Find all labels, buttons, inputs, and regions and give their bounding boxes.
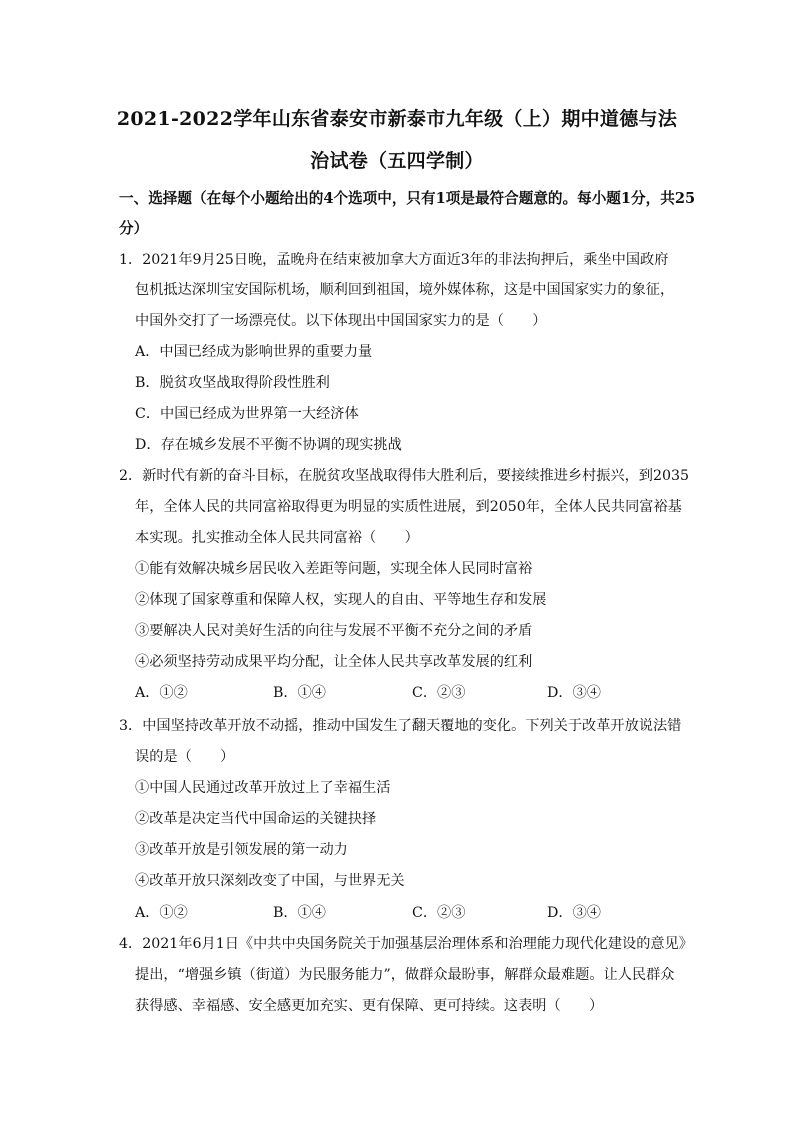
question-2-statement-2: ②体现了国家尊重和保障人权，实现人的自由、平等地生存和发展: [135, 592, 547, 608]
question-4-line: 提出，“增强乡镇（街道）为民服务能力”，做群众最盼事，解群众最难题。让人民群众: [135, 967, 675, 983]
question-2-statement-1: ①能有效解决城乡居民收入差距等问题，实现全体人民同时富裕: [135, 561, 533, 577]
question-1-line: 包机抵达深圳宝安国际机场，顺利回到祖国，境外媒体称，这是中国国家实力的象征，: [135, 282, 675, 298]
question-4-line: 4．2021年6月1日《中共中央国务院关于加强基层治理体系和治理能力现代化建设的意见》: [119, 936, 693, 952]
question-1-option-c: C．中国已经成为世界第一大经济体: [135, 406, 359, 422]
exam-title-line1: 2021-2022学年山东省泰安市新泰市九年级（上）期中道德与法: [116, 108, 678, 130]
question-2-choice-a: A．①②: [135, 685, 188, 701]
question-3-statement-1: ①中国人民通过改革开放过上了幸福生活: [135, 780, 391, 796]
question-3-line: 误的是（ ）: [135, 749, 235, 765]
question-3-choice-a: A．①②: [135, 905, 188, 921]
question-2-statement-3: ③要解决人民对美好生活的向往与发展不平衡不充分之间的矛盾: [135, 623, 533, 639]
question-4-line: 获得感、幸福感、安全感更加充实、更有保障、更可持续。这表明（ ）: [135, 998, 604, 1014]
question-2-choice-b: B．①④: [273, 685, 326, 701]
question-1-option-b: B．脱贫攻坚战取得阶段性胜利: [135, 375, 330, 391]
question-1-option-d: D．存在城乡发展不平衡不协调的现实挑战: [135, 437, 402, 453]
question-3-statement-2: ②改革是决定当代中国命运的关键抉择: [135, 811, 377, 827]
question-3-choice-b: B．①④: [273, 905, 326, 921]
question-3-statement-3: ③改革开放是引领发展的第一动力: [135, 842, 348, 858]
question-1-line: 中国外交打了一场漂亮仗。以下体现出中国国家实力的是（ ）: [135, 313, 547, 329]
question-3-statement-4: ④改革开放只深刻改变了中国，与世界无关: [135, 873, 405, 889]
question-3-choices: [0, 903, 794, 925]
question-1-option-a: A．中国已经成为影响世界的重要力量: [135, 344, 373, 360]
question-2-statement-4: ④必须坚持劳动成果平均分配，让全体人民共享改革发展的红利: [135, 654, 533, 670]
question-3-line: 3．中国坚持改革开放不动摇，推动中国发生了翻天覆地的变化。下列关于改革开放说法错: [119, 718, 682, 734]
question-1-line: 1．2021年9月25日晚，孟晚舟在结束被加拿大方面近3年的非法拘押后，乘坐中国政府: [119, 252, 669, 268]
question-3-choice-d: D．③④: [547, 905, 601, 921]
section-heading-line1: 一、选择题（在每个小题给出的4个选项中，只有1项是最符合题意的。每小题1分，共25: [119, 190, 696, 207]
question-3-choice-c: C．②③: [412, 905, 466, 921]
question-2-choice-d: D．③④: [547, 685, 601, 701]
question-2-choice-c: C．②③: [412, 685, 466, 701]
question-2-line: 年，全体人民的共同富裕取得更为明显的实质性进展，到2050年，全体人民共同富裕基: [135, 499, 682, 515]
exam-title-line2: 治试卷（五四学制）: [310, 150, 484, 172]
question-2-line: 2．新时代有新的奋斗目标，在脱贫攻坚战取得伟大胜利后，要接续推进乡村振兴，到2035: [119, 468, 690, 484]
section-heading-line2: 分）: [119, 220, 149, 237]
question-2-line: 本实现。扎实推动全体人民共同富裕（ ）: [135, 530, 419, 546]
question-2-choices: [0, 683, 794, 705]
